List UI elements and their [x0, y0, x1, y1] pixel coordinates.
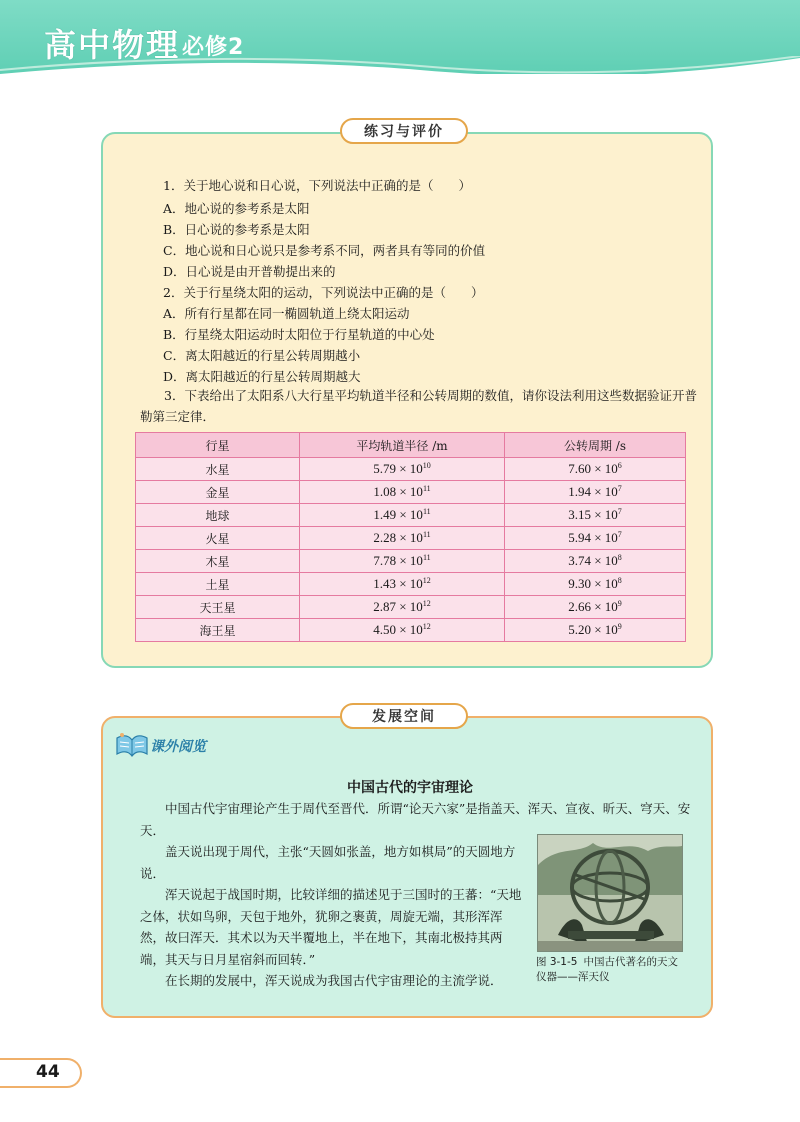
- times-sign: × 10: [399, 553, 423, 568]
- table-header-radius: 平均轨道半径 /m: [300, 433, 505, 458]
- q1-option-a: A．地心说的参考系是太阳: [163, 201, 310, 216]
- orbit-radius: [300, 481, 505, 504]
- orbital-period-exponent: 7: [617, 484, 622, 493]
- orbit-radius-exponent: 12: [422, 599, 431, 608]
- figure-caption-text: 中国古代著名的天文仪器——浑天仪: [536, 956, 678, 983]
- planet-name: 土星: [136, 573, 300, 596]
- times-sign: × 10: [399, 576, 423, 591]
- orbital-period: [505, 481, 686, 504]
- orbit-radius: [300, 458, 505, 481]
- orbital-period-mantissa: 9.30: [568, 576, 591, 591]
- planet-name: 天王星: [136, 596, 300, 619]
- q1-option-d: D．日心说是由开普勒提出来的: [163, 264, 336, 279]
- times-sign: × 10: [594, 484, 618, 499]
- orbit-radius: [300, 550, 505, 573]
- orbital-period-mantissa: 2.66: [568, 599, 591, 614]
- orbital-period-exponent: 8: [617, 576, 622, 585]
- orbital-period-mantissa: 3.15: [568, 507, 591, 522]
- planet-name: 火星: [136, 527, 300, 550]
- planet-name: 木星: [136, 550, 300, 573]
- book-subtitle: 必修2: [182, 35, 245, 60]
- orbit-radius-mantissa: 4.50: [373, 622, 396, 637]
- orbit-radius-exponent: 11: [422, 553, 431, 562]
- times-sign: × 10: [399, 484, 423, 499]
- orbital-period-mantissa: 3.74: [568, 553, 591, 568]
- times-sign: × 10: [594, 530, 618, 545]
- figure-number: 图 3-1-5: [536, 956, 578, 968]
- orbital-period-mantissa: 5.94: [568, 530, 591, 545]
- orbit-radius-exponent: 10: [422, 461, 431, 470]
- orbit-radius-mantissa: 1.08: [373, 484, 397, 499]
- table-header-row: [136, 433, 686, 458]
- times-sign: × 10: [399, 507, 423, 522]
- book-icon: [114, 730, 150, 758]
- orbital-period: [505, 504, 686, 527]
- page-number: 44: [36, 1062, 60, 1082]
- orbital-period-mantissa: 1.94: [568, 484, 591, 499]
- table-row: [136, 458, 686, 481]
- orbit-radius-mantissa: 2.28: [373, 530, 397, 545]
- q2-option-c: C．离太阳越近的行星公转周期越小: [163, 348, 361, 363]
- orbital-period-exponent: 9: [617, 599, 622, 608]
- development-section-label: 发展空间: [340, 703, 468, 729]
- times-sign: × 10: [594, 553, 618, 568]
- article-paragraph-1: 中国古代宇宙理论产生于周代至晋代．所谓“论天六家”是指盖天、浑天、宣夜、昕天、穹天、安天．: [140, 801, 691, 838]
- planet-name: 水星: [136, 458, 300, 481]
- orbit-radius: [300, 573, 505, 596]
- orbit-radius: [300, 619, 505, 642]
- orbital-period-exponent: 7: [617, 507, 622, 516]
- article-paragraph-4: 在长期的发展中，浑天说成为我国古代宇宙理论的主流学说．: [165, 973, 503, 988]
- orbit-radius-exponent: 11: [422, 507, 431, 516]
- question-1-stem: 1．关于地心说和日心说，下列说法中正确的是（ ）: [163, 178, 471, 193]
- orbital-period-mantissa: 5.20: [568, 622, 591, 637]
- times-sign: × 10: [594, 507, 618, 522]
- orbital-period: [505, 458, 686, 481]
- orbit-radius-mantissa: 2.87: [373, 599, 396, 614]
- page-header: [0, 0, 800, 74]
- table-row: [136, 596, 686, 619]
- times-sign: × 10: [399, 461, 423, 476]
- planet-name: 海王星: [136, 619, 300, 642]
- table-row: [136, 504, 686, 527]
- table-row: [136, 527, 686, 550]
- q2-option-d: D．离太阳越近的行星公转周期越大: [163, 369, 361, 384]
- table-row: [136, 573, 686, 596]
- article-paragraph-2: 盖天说出现于周代，主张“天圆如张盖，地方如棋局”的天圆地方说．: [140, 844, 516, 881]
- table-header-planet: 行星: [136, 433, 300, 458]
- orbital-period: [505, 527, 686, 550]
- orbit-radius-mantissa: 1.43: [373, 576, 396, 591]
- orbital-period: [505, 596, 686, 619]
- orbit-radius-exponent: 12: [422, 622, 431, 631]
- times-sign: × 10: [399, 599, 423, 614]
- orbital-period: [505, 573, 686, 596]
- times-sign: × 10: [594, 461, 618, 476]
- orbit-radius-exponent: 12: [422, 576, 431, 585]
- reading-label: 课外阅览: [150, 739, 206, 755]
- orbit-radius-exponent: 11: [422, 484, 431, 493]
- orbital-period: [505, 619, 686, 642]
- orbital-period-exponent: 6: [617, 461, 622, 470]
- article-paragraph-3: 浑天说起于战国时期，比较详细的描述见于三国时的王蕃：“天地之体，状如鸟卵，天包于地外，犹卵之裹黄，周旋无端，其形浑浑然，故曰浑天．其术以为天半覆地上，半在地下，其南北极持其两端，其天与日月星宿斜而回转．”: [140, 887, 522, 967]
- orbit-radius: [300, 504, 505, 527]
- exercise-section-label: 练习与评价: [340, 118, 468, 144]
- armillary-sphere-photo: [537, 834, 683, 952]
- times-sign: × 10: [399, 530, 423, 545]
- planet-name: 金星: [136, 481, 300, 504]
- figure-caption: [536, 955, 686, 985]
- book-title: 高中物理: [44, 26, 181, 64]
- q2-option-a: A．所有行星都在同一椭圆轨道上绕太阳运动: [163, 306, 410, 321]
- table-row: [136, 619, 686, 642]
- question-2-stem: 2．关于行星绕太阳的运动，下列说法中正确的是（ ）: [163, 285, 484, 300]
- orbital-period-exponent: 9: [617, 622, 622, 631]
- times-sign: × 10: [399, 622, 423, 637]
- q1-option-c: C．地心说和日心说只是参考系不同，两者具有等同的价值: [163, 243, 486, 258]
- orbital-period-exponent: 7: [617, 530, 622, 539]
- table-row: [136, 550, 686, 573]
- orbital-period-exponent: 8: [617, 553, 622, 562]
- question-3-stem: 3．下表给出了太阳系八大行星平均轨道半径和公转周期的数值，请你设法利用这些数据验证开普勒第三定律．: [140, 388, 697, 424]
- orbital-period: [505, 550, 686, 573]
- times-sign: × 10: [594, 622, 618, 637]
- table-header-period: 公转周期 /s: [505, 433, 686, 458]
- article-title: 中国古代的宇宙理论: [347, 780, 473, 796]
- orbital-period-mantissa: 7.60: [568, 461, 591, 476]
- q2-option-b: B．行星绕太阳运动时太阳位于行星轨道的中心处: [163, 327, 435, 342]
- orbit-radius-exponent: 11: [422, 530, 431, 539]
- orbit-radius-mantissa: 1.49: [373, 507, 397, 522]
- table-row: [136, 481, 686, 504]
- planet-name: 地球: [136, 504, 300, 527]
- q1-option-b: B．日心说的参考系是太阳: [163, 222, 310, 237]
- orbit-radius: [300, 527, 505, 550]
- times-sign: × 10: [594, 576, 618, 591]
- times-sign: × 10: [594, 599, 618, 614]
- planet-data-table: [135, 432, 686, 642]
- orbit-radius-mantissa: 7.78: [373, 553, 397, 568]
- orbit-radius-mantissa: 5.79: [373, 461, 396, 476]
- orbit-radius: [300, 596, 505, 619]
